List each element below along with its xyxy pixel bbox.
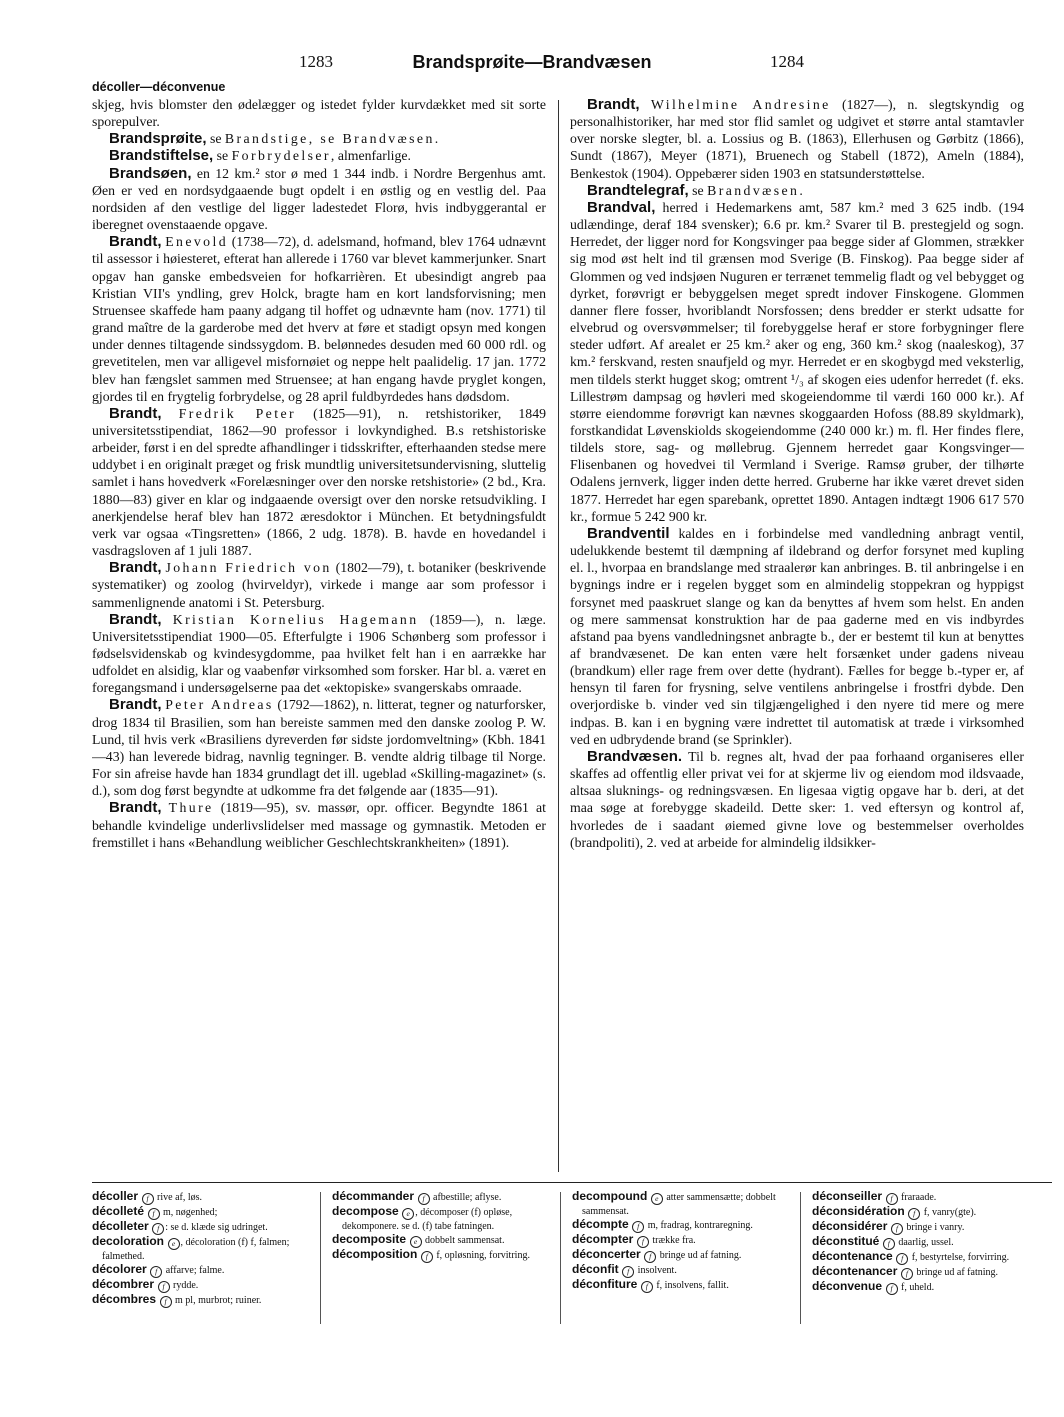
dictionary-entry — [812, 1235, 1044, 1250]
entry-text: en 12 km.² stor ø med 1 344 indb. i Nordre Bergenhus amt. Øen er ved en nordsydgaaende bugt opdelt i en østlig og en vestlig del. Paa nordsiden af den vestlige del ligger ladestedet Florø, hvis indbyggerantal er iberegnet ovenstaaende opgave. — [92, 165, 546, 233]
entry-headword: Brandt, — [109, 610, 162, 628]
entry-headword: Brandsøen, — [109, 164, 192, 182]
entry-text: kaldes en i forbindelse med vandledning anbragt ventil, udelukkende bestemt til dæmpning af ildebrand og derfor forsynet med kupling el. l., hvorpaa en brandslange med straalerør kan anbringes. B. til anbringelse i en bygnings indre er i regelen bygget som en almindelig stoppekran og hyppigst forsynet med paaskruet slange og kan da benyttes af hvem som helst. En anden og mere sammensat konstruktion har de paa gaderne med en vis indbyrdes afstand paa byens vandledningsnet anbragte b., der er bestemt til kun at benyttes af brandvæsenet. De kan enten være helt forsænket under gadens niveau (brandkum) eller rage frem over dette (hydrant). Fælles for begge b.-typer er, af hensyn til faren for frysning, selve ventilens anbringelse i frostfri dybde. Den overjordiske b. vinder ved sin tilgjængelighed i den nyere tid mere og mere indpas. B. kan i en bygning være indrettet til automatisk at træde i virksomhed ved en udbrydende brand (se Sprinkler). — [570, 525, 1024, 747]
dictionary-entry — [332, 1190, 564, 1205]
dictionary-separator — [560, 1192, 561, 1324]
language-marker-icon: f — [883, 1238, 895, 1250]
entry-spaced-name: Johann Friedrich von — [165, 560, 332, 576]
entry-spaced-name: Fredrik Peter — [178, 405, 296, 421]
article-entry — [92, 405, 546, 559]
language-marker-icon: f — [160, 1296, 172, 1308]
entry-connector — [162, 406, 179, 421]
dictionary-translation: affarve; falme. — [163, 1265, 225, 1277]
entry-spaced-name: Enevold — [165, 234, 228, 250]
dictionary-column-1 — [92, 1190, 324, 1308]
entry-text: . — [434, 131, 439, 147]
entry-headword: Brandt, — [109, 799, 162, 817]
entry-text: , almenfarlige. — [330, 148, 411, 164]
dictionary-word: déconstitué — [812, 1234, 880, 1248]
entry-spaced-name: Peter Andreas — [165, 697, 274, 713]
dictionary-translation: dobbelt sammensat. — [422, 1235, 505, 1247]
entry-headword: Brandt, — [109, 559, 162, 577]
dictionary-entry — [332, 1233, 564, 1248]
entry-spaced-name: Thure — [168, 800, 214, 816]
entry-headword: Brandstiftelse, — [109, 147, 214, 165]
article-entry — [92, 130, 546, 147]
language-marker-icon: f — [901, 1268, 913, 1280]
entry-headword: Brandsprøite, — [109, 130, 207, 148]
article-entry — [92, 696, 546, 799]
language-marker-icon: f — [896, 1253, 908, 1265]
entry-headword: Brandvæsen. — [587, 747, 683, 765]
dictionary-translation: m, fradrag, kontraregning. — [645, 1220, 753, 1232]
dictionary-entry — [332, 1248, 564, 1263]
dictionary-divider — [92, 1182, 1052, 1183]
article-entry — [570, 525, 1024, 748]
dictionary-entry — [92, 1293, 324, 1308]
dictionary-column-2 — [332, 1190, 564, 1263]
dictionary-word: decompound — [572, 1189, 648, 1203]
dictionary-entry — [812, 1190, 1044, 1205]
entry-spaced-name: Wilhelmine Andresine — [650, 97, 831, 112]
language-marker-icon: f — [891, 1223, 903, 1235]
entry-connector: se — [688, 182, 708, 198]
entry-text: skjeg, hvis blomster den ødelægger og istedet fylder kurvdækket med sit sorte sporepulver. — [92, 97, 546, 130]
language-marker-icon: f — [637, 1236, 649, 1248]
dictionary-word: décombres — [92, 1292, 157, 1307]
dictionary-entry — [92, 1205, 324, 1220]
dictionary-translation: rive af, løs. — [154, 1192, 203, 1203]
dictionary-entry — [572, 1218, 804, 1233]
dictionary-entry — [92, 1278, 324, 1293]
dictionary-entry — [812, 1220, 1044, 1235]
dictionary-column-4 — [812, 1190, 1044, 1295]
language-marker-icon: e — [651, 1193, 663, 1205]
dictionary-word: décombrer — [92, 1277, 155, 1292]
dictionary-translation: bringe ud af fatning. — [913, 1267, 998, 1278]
dictionary-word: déconcerter — [572, 1247, 641, 1262]
article-entry — [92, 165, 546, 234]
dictionary-translation: fraraade. — [898, 1192, 937, 1203]
dictionary-entry — [572, 1248, 804, 1263]
entry-headword: Brandt, — [109, 696, 162, 714]
entry-text: Til b. regnes alt, hvad der paa forhaand organiseres eller skaffes ad offentlig eller privat vei for at skjerme liv og eiendom mod ildsvaade, altsaa sluknings- og redningsvæsen. En ligesaa vigtig opgave har b. deri, at det maa søge at forebygge skadeild. Dette sker: 1. ved eftersyn og kontrol af, hvorledes de i saadant øiemed givne love og bestemmelser overholdes (brandpoliti), 2. ved at arbeide for almindelig ildsikker- — [570, 748, 1024, 850]
article-entry — [570, 96, 1024, 182]
language-marker-icon: e — [168, 1238, 180, 1250]
language-marker-icon: e — [410, 1236, 422, 1248]
page-number-left: 1283 — [299, 52, 333, 71]
entry-text: (1738—72), d. adelsmand, hofmand, blev 1764 udnævnt til assessor i høiesteret, efterat han allerede i 1760 var blevet kammerjunker. Snart opgav han ganske embedsveien for hofkarrièren. Et ubesindigt angreb paa Kristian VII's yndling, grev Holck, bragte ham en kort landsforvisning; men Struensee skaffede ham paany adgang til hoffet og udnævnte ham (nov. 1771) til grand maître de la garderobe med det hverv at føre et stadigt opsyn med kongen under dennes tiltagende sindssygdom. B. belønnedes desuden med 60 000 rdl. og grevetitelen, men var alligevel misfornøiet og neppe helt paalidelig. 17 jan. 1772 blev han fængslet sammen med Struensee; at han engang havde pryglet kongen, gjordes til en frygtelig forbrydelse, og 28 april fuldbyrdedes hans dødsdom. — [92, 234, 546, 404]
language-marker-icon: f — [142, 1193, 154, 1205]
article-entry — [92, 611, 546, 697]
entry-headword: Brandt, — [587, 96, 640, 113]
dictionary-word: décomposition — [332, 1247, 418, 1262]
entry-text: (1827—), n. slegtskyndig og personalhistoriker, har med stor flid samlet og udgivet et større antal stamtavler over norske slegter, bl. a. Lossius og B. (1863), Ellerhusen og Gørbitz (1866), Sundt (1867), Meyer (1871), Bruenech og Stabell (1872), Ameln (1884), Benkestok (1904). Oppebærer siden 1903 en statsunderstøttelse. — [570, 97, 1024, 181]
dictionary-word: decomposite — [332, 1232, 407, 1247]
article-entry — [570, 182, 1024, 199]
entry-connector — [162, 800, 169, 815]
dictionary-translation: , décoloration (f) f, falmen; falmethed. — [102, 1237, 290, 1262]
dictionary-entry — [572, 1278, 804, 1293]
dictionary-translation: afbestille; aflyse. — [430, 1192, 502, 1203]
language-marker-icon: f — [148, 1208, 160, 1220]
article-entry — [92, 559, 546, 610]
dictionary-translation: insolvent. — [635, 1265, 677, 1277]
dictionary-word: décolleté — [92, 1204, 145, 1218]
entry-text: . — [799, 182, 803, 198]
entry-connector — [162, 612, 173, 627]
language-marker-icon: f — [908, 1208, 920, 1220]
dictionary-translation: bringe i vanry. — [903, 1222, 965, 1233]
language-marker-icon: f — [632, 1221, 644, 1233]
entry-text: (1859—), n. læge. Universitetsstipendiat 1900—05. Efterfulgte i 1906 Schønberg som professor i fødselsvidenskab og kvindesygdomme, paa hvilket felt han i en aarrække har udfoldet en alsidig, klar og vaabenfør virksomhed som forsker. Har bl. a. været en foregangsmand i undersøgelserne paa det «ektopiske» svangerskabs omraade. — [92, 611, 546, 696]
dictionary-entry — [92, 1235, 324, 1263]
entry-spaced-name: Forbrydelser — [231, 148, 331, 164]
entry-text: (1825—91), n. retshistoriker, 1849 universitetsstipendiat, 1862—90 professor i lovkyndighed. B.s retshistoriske arbeider, først i en del spredte afhandlinger i tidsskrifter, efterhaanden stedse mere uddybet i en originalt præget og frisk mundtlig universitetsundervisning, sluttelig samlet i hans hovedverk «Forelæsninger over den norske retshistorie» (2 bd., Kra. 1880—83) giver en klar og indgaaende oversigt over den norske retsudvikling. I anerkjendelse heraf blev han 1872 æresdoktor i München. Et betydningsfuldt verk var ogsaa «Tingsretten» (1866, 2 udg. 1878). B. havde en hovedandel i vasdragsloven af 1 juli 1887. — [92, 405, 546, 559]
entry-spaced-name: Kristian Kornelius Hagemann — [172, 611, 419, 627]
dictionary-translation: f, vanry(gte). — [921, 1207, 977, 1218]
language-marker-icon: e — [402, 1208, 414, 1220]
dictionary-word: décommander — [332, 1189, 415, 1203]
dictionary-translation: f, opløsning, forvitring. — [433, 1250, 530, 1262]
article-entry — [92, 147, 546, 164]
dictionary-translation: f, bestyrtelse, forvirring. — [909, 1252, 1010, 1263]
dictionary-translation: m, nøgenhed; — [160, 1207, 218, 1218]
language-marker-icon: f — [886, 1193, 898, 1205]
column-divider — [558, 100, 559, 1172]
language-marker-icon: f — [886, 1283, 898, 1295]
entry-connector — [640, 97, 651, 112]
dictionary-word: déconvenue — [812, 1279, 883, 1293]
dictionary-separator — [800, 1192, 801, 1324]
dictionary-separator — [320, 1192, 321, 1324]
entry-spaced-name: Brandstige, se Brandvæsen — [224, 131, 435, 147]
dictionary-entry — [92, 1190, 324, 1205]
dictionary-translation: atter sammensætte; dobbelt sammensat. — [582, 1192, 776, 1217]
dictionary-translation: rydde. — [170, 1280, 199, 1292]
dictionary-column-3 — [572, 1190, 804, 1293]
entry-text: (1802—79), t. botaniker (beskrivende systematiker) og zoolog (hvirveldyr), virkede i mange aar som professor i sammenlignende anatomi i St. Petersburg. — [92, 560, 546, 610]
dictionary-word: décompter — [572, 1232, 634, 1247]
page-title: Brandsprøite—Brandvæsen — [412, 52, 652, 72]
dictionary-word: déconsidérer — [812, 1219, 888, 1233]
entry-text: (1819—95), sv. massør, opr. officer. Begyndte 1861 at behandle kvindelige underlivslidelser med massage og gymnastik. Metoden er fremstillet i hans «Behandlung weiblicher Geschlechtskrankheiten» (1891). — [92, 800, 546, 850]
dictionary-entry — [572, 1263, 804, 1278]
language-marker-icon: f — [158, 1281, 170, 1293]
entry-headword: Brandventil — [587, 524, 670, 542]
page-number-right: 1284 — [770, 52, 804, 71]
entry-text: (1792—1862), n. litterat, tegner og naturforsker, drog 1834 til Brasilien, som han bereiste sammen med den danske zoolog P. W. Lund, til hvis verk «Brasiliens dyreverden før sidste jordomveltning» (Kbh. 1841—43) han leverede bidrag, navnlig tegninger. B. vendte aldrig tilbage til Norge. For sin afreise havde han 1834 grundlagt det ill. ugeblad «Skilling-magazinet» (s. d.), som dog først begyndte at udkomme fra det følgende aar (1835—91). — [92, 697, 546, 799]
article-entry — [570, 748, 1024, 851]
entry-headword: Brandt, — [109, 233, 162, 251]
language-marker-icon: f — [150, 1266, 162, 1278]
dictionary-entry — [812, 1250, 1044, 1265]
left-column — [92, 96, 546, 1176]
entry-headword: Brandval, — [587, 198, 656, 216]
dictionary-word: déconsidération — [812, 1204, 905, 1218]
dictionary-word: décolorer — [92, 1262, 147, 1277]
dictionary-word: décontenancer — [812, 1264, 898, 1278]
dictionary-translation: daarlig, ussel. — [895, 1237, 954, 1248]
article-entry — [92, 799, 546, 850]
dictionary-translation: : se d. klæde sig udringet. — [165, 1222, 268, 1233]
right-column — [570, 96, 1024, 1176]
entry-connector: se — [213, 148, 232, 164]
dictionary-word: déconfiture — [572, 1277, 638, 1292]
dictionary-translation: f, insolvens, fallit. — [653, 1280, 729, 1292]
dictionary-translation: bringe ud af fatning. — [657, 1250, 742, 1262]
dictionary-word: déconseiller — [812, 1189, 883, 1203]
language-marker-icon: f — [421, 1251, 433, 1263]
entry-text: herred i Hedemarkens amt, 587 km.² med 3 625 indb. (194 udlændinge, deraf 184 svensker); 6.6 pr. km.² Svarer til B. prestegjeld og sogn. Herredet, der ligger nord for Kongsvinger paa begge sider af Glommen, strækker sig mod øst helt ind til grænsen mod Sverige (B. Finskog). Paa begge sider af Glommen og ved indsjøen Nuguren er terrænet temmelig fladt og vel bebygget og dyrket, forøvrigt er bebyggelsen meget spredt indover Finskogene. Glommen danner flere fosser, hvoriblandt Norsfossen; dens bredder er sterkt udsatte for elvebrud og oversvømmelser; til forebyggelse heraf er store forbygninger flere steder udført. Af arealet er 25 km.² aker og eng, 360 km.² skog (naaleskog), 37 km.² ferskvand, resten snaufjeld og myr. Herredet er en skogbygd med veksterlig, men tildels sterkt hugget skog; omtrent ¹/₃ af skogen eies udenfor herredet (f. eks. Lillestrøm dampsag og høvleri med skogeiendomme til værdi 160 000 kr.). Af større eiendomme forøvrigt kan nævnes skoggaarden Hofoss (88.89 skyldmark), forstkandidat Løvenskiolds skogeiendomme (240 000 kr.) m. fl. Her findes flere, tildels store, sag- og møllebrug. Gjennem herredet gaar Kongsvinger—Flisenbanen og hovedvei til Vermland i Sverige. Ramsø gruber, der tilhørte Odalens jernverk, ligger inden dette herred. Gruberne har ikke været drevet siden 1877. Herredet har egen sparebank, oprettet 1890. Antagen indtægt 1906 617 570 kr., formue 5 242 900 kr. — [570, 199, 1024, 524]
dictionary-word: décontenance — [812, 1249, 893, 1263]
dictionary-word: décompte — [572, 1217, 629, 1232]
dictionary-word: decompose — [332, 1204, 399, 1218]
dictionary-entry — [812, 1205, 1044, 1220]
article-entry — [570, 199, 1024, 525]
dictionary-word: déconfit — [572, 1262, 619, 1277]
entry-headword: Brandtelegraf, — [587, 181, 689, 199]
dictionary-entry — [572, 1233, 804, 1248]
dictionary-entry — [572, 1190, 804, 1218]
article-entry — [92, 233, 546, 405]
entry-connector: se — [206, 131, 225, 147]
language-marker-icon: f — [622, 1266, 634, 1278]
dictionary-entry — [92, 1220, 324, 1235]
dictionary-word: decoloration — [92, 1234, 165, 1248]
dictionary-word: décoller — [92, 1189, 139, 1203]
entry-spaced-name: Brandvæsen — [707, 182, 800, 198]
dictionary-translation: trække fra. — [649, 1235, 696, 1247]
dictionary-entry — [812, 1280, 1044, 1295]
dictionary-entry — [92, 1263, 324, 1278]
dictionary-translation: f, uheld. — [898, 1282, 935, 1293]
dictionary-translation: , décomposer (f) opløse, dekomponere. se d. (f) tabe fatningen. — [342, 1207, 513, 1232]
dictionary-entry — [812, 1265, 1044, 1280]
language-marker-icon: f — [644, 1251, 656, 1263]
article-entry — [92, 96, 546, 130]
language-marker-icon: f — [418, 1193, 430, 1205]
language-marker-icon: f — [641, 1281, 653, 1293]
dictionary-word: décolleter — [92, 1219, 149, 1233]
entry-headword: Brandt, — [109, 404, 162, 422]
language-marker-icon: f — [152, 1223, 164, 1235]
dictionary-translation: m pl, murbrot; ruiner. — [172, 1295, 262, 1307]
dictionary-entry — [332, 1205, 564, 1233]
guide-words: décoller—déconvenue — [92, 80, 226, 94]
